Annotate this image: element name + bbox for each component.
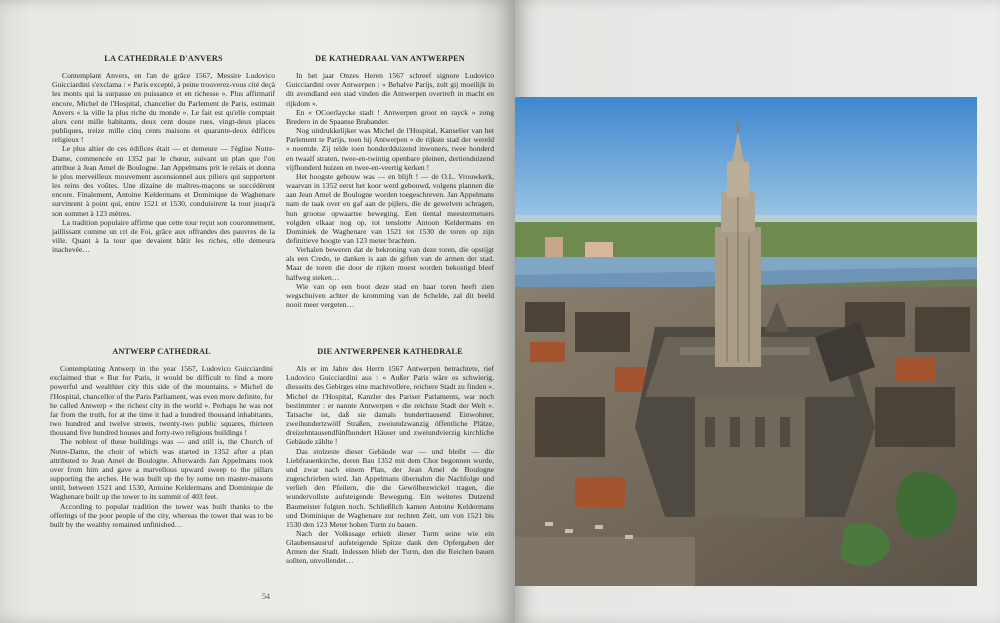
dutch-paragraph: Het hoogste gebouw was — en blijft ! — de O.L. Vrouwkerk, waarvan in 1352 eerst het koor werd gebouwd, volgens plannen die aan Jean Amel de Boulogne worden toegeschreven. Jan Appelmans nam de taak over en gaf aan de pijlers, die de gewelven schragen, hun grootse opwaartse beweging. Een tiental meestermetsers volgden elkaar nog op, tot tenslotte Antoon Keldermans en Dominiek de Waghenare van 1521 tot 1530 de toren op zijn definitieve hoogte van 123 meter brachten.: [286, 171, 494, 245]
dutch-title: DE KATHEDRAAL VAN ANTWERPEN: [315, 54, 465, 63]
dutch-paragraph: Nog uitdrukkelijker was Michel de l'Hospital, Kanselier van het Parlement te Parijs, toen hij Antwerpen « de rijkste stad der wereld » noemde. Zij telde toen honderdduizend inwoners, twee honderd en twaalf straten, twee-en-twintig openbare pleinen, dertienduizend vijfhonderd huizen en twee-en-veertig kerken !: [286, 126, 494, 172]
german-column: [286, 347, 494, 566]
german-paragraph: Das stolzeste dieser Gebäude war — und bleibt — die Liebfrauenkirche, deren Bau 1352 mit dem Chor begonnen wurde, und zwar nach einem Plan, der Jean Amel de Boulogne zugeschrieben wird. Jan Appelmans übernahm die Nachfolge und verlieh den Pfeilern, die die Gewölbezwickel tragen, die wundervollste aufsteigende Bewegung. Ein weiteres Dutzend Baumeister folgten noch. Schließlich kamen Antoine Keldermans und Dominique de Waghenare zur rechten Zeit, um von 1521 bis 1530 den 123 Meter hohen Turm zu bauen.: [286, 446, 494, 529]
french-paragraph: Le plus altier de ces édifices était — et demeure — l'église Notre-Dame, commencée en 1352 par le chœur, suivant un plan que l'on attribue à Jean Amel de Boulogne. Jan Appelmans prit le relais et donna le plus merveilleux mouvement ascensionnel aux piliers qui supportent les reins des voûtes. Une dizaine de maîtres-maçons se succédèrent encore. Finalement, Antoine Keldermans et Dominique de Waghenare survinrent à point qui, entre 1521 et 1530, conduisirent la tour jusqu'à son sommet à 123 mètres.: [52, 144, 275, 218]
english-column: [50, 347, 273, 529]
dutch-paragraph: Verhalen beweren dat de bekroning van deze toren, die opstijgt als een Credo, te danken is aan de giften van de armen der stad. Maar de toren die door de rijken moest worden bekostigd bleef halfweg steken…: [286, 245, 494, 282]
german-title: DIE ANTWERPENER KATHEDRALE: [317, 347, 463, 356]
dutch-paragraph: In het jaar Onzes Heren 1567 schreef signore Ludovico Guicciardini over Antwerpen : « Behalve Parijs, zult gij moeilijk in dit avondland een stad vinden die Antwerpen overtreft in macht en rijkdom ».: [286, 71, 494, 108]
english-paragraph: According to popular tradition the tower was built thanks to the offerings of the poor people of the city, whereas the tower that was to be built by the wealthy remained unfinished…: [50, 501, 273, 529]
english-title: ANTWERP CATHEDRAL: [112, 347, 211, 356]
dutch-column: [286, 54, 494, 309]
french-title: LA CATHEDRALE D'ANVERS: [104, 54, 223, 63]
dutch-paragraph: Wie van op een boot deze stad en haar toren heeft zien wegschuiven achter de kromming van de Schelde, zal dit beeld nooit meer vergeten…: [286, 281, 494, 310]
french-column: [52, 54, 275, 254]
french-paragraph: La tradition populaire affirme que cette tour reçut son couronnement, jaillissant comme un cri de Foi, grâce aux offrandes des pauvres de la ville. Quant à la tour que devaient bâtir les riches, elle demeura inachevée…: [52, 217, 275, 255]
page-number: 54: [262, 592, 270, 601]
english-paragraph: Contemplating Antwerp in the year 1567, Ludovico Guicciardini exclaimed that « But for Paris, it would be difficult to find a more powerful and wealthier city this side of the mountains. » Michel de l'Hospital, chancellor of the Paris Parliament, was even more definite, for he called Antwerp « the richest city in the world ». Perhaps he was not far from the truth, for at the time it had a hundred thousand inhabitants, two hundred and twelve streets, twenty-two public squares, thirteen thousand five hundred houses and forty-two religious buildings !: [50, 364, 273, 438]
german-paragraph: Nach der Volkssage erhielt dieser Turm seine wie ein Glaubensausruf aufsteigende Spitze dank den Opfergaben der Armen der Stadt. Indessen blieb der Turm, den die Reichen bauen sollten, unvollendet…: [286, 528, 494, 566]
french-paragraph: Contemplant Anvers, en l'an de grâce 1567, Messire Ludovico Guicciardini s'exclama : « Paris excepté, à peine trouverez-vous cité deçà les monts qui la surpasse en puissance et en richesse ». Plus affirmatif encore, Michel de l'Hospital, chancelier du Parlement de Paris, estimait Anvers « la ville la plus riche du monde ». Le fait est qu'elle comptait alors cent mille habitants, deux cent douze rues, vingt-deux places publiques, treize mille cinq cents maisons et quarante-deux édifices religieux !: [52, 71, 275, 145]
english-paragraph: The noblest of these buildings was — and still is, the Church of Notre-Dame, the choir of which was started in 1352 after a plan attributed to Jean Amel de Boulogne. Afterwards Jan Appelmans took over from him and gave a marvellous upward sweep to the pillars supporting the arches. He was built up the by some ten master-masons until, between 1521 and 1530, Antoine Keldermans and Dominique de Waghenare built up the tower to its summit of 403 feet.: [50, 437, 273, 502]
german-paragraph: Als er im Jahre des Herrn 1567 Antwerpen betrachtete, rief Ludovico Guicciardini aus : « Außer Paris wäre es schwierig, diesseits des Gebirges eine machtvollere, reichere Stadt zu finden ». Michel de l'Hospital, Kanzler des Pariser Parlaments, war noch bestimmter : er nannte Antwerpen « die reichste Stadt der Welt ». Tatsache ist, daß sie damals hunderttausend Einwohner, zweihundertzwölf Straßen, zweiundzwanzig öffentliche Plätze, dreizehntausendfünfhundert Häuser und zweiundvierzig kirchliche Gebäude zählte !: [286, 364, 494, 447]
antwerp-cathedral-photo: [515, 97, 977, 586]
dutch-paragraph: En « OCoerlaycke stadt ! Antwerpen groot en rayck » zong Bredero in de Spaanse Brabander.: [286, 107, 494, 126]
